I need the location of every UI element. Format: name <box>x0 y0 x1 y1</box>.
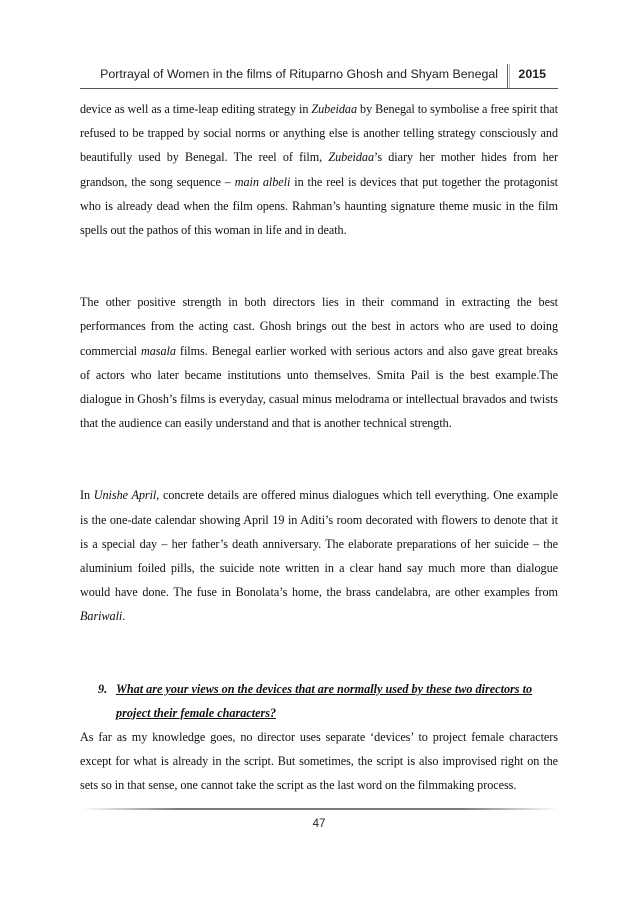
film-title: Zubeidaa <box>311 102 358 116</box>
text-run: In <box>80 488 94 503</box>
text-run: device as well as a time-leap editing strategy in <box>80 102 312 116</box>
song-title: main albeli <box>234 174 291 189</box>
paragraph-4: As far as my knowledge goes, no director uses separate ‘devices’ to project female characters except for what is already in the script. But sometimes, the script is also improvised right on the sets so in that sense, one cannot take the script as the last word on the filmmaking process. <box>80 730 558 793</box>
paragraph-gap <box>80 629 558 653</box>
film-title: Bariwali <box>80 609 123 624</box>
question-line-2: project their female characters? <box>116 705 277 720</box>
footer-rule <box>82 808 558 810</box>
text-run: . <box>122 609 126 624</box>
paragraph-gap <box>80 266 558 290</box>
film-title: Zubeidaa <box>328 150 375 165</box>
film-title: Unishe April <box>93 488 157 503</box>
page-number: 47 <box>312 818 326 830</box>
header-title: Portrayal of Women in the films of Rituparno Ghosh and Shyam Benegal <box>100 67 498 81</box>
question-number: 9. <box>98 681 108 696</box>
emphasis-term: masala <box>141 343 176 358</box>
page-header <box>80 66 558 88</box>
text-run: ’s diary her mother hides from her grandson, the song sequence – <box>80 150 558 189</box>
text-run: The other positive strength in both directors lies in their command in extracting the best performances from the acting cast. Ghosh brings out the best in actors who are used to doing commercial <box>80 295 558 358</box>
text-run: by Benegal to symbolise a free spirit that refused to be trapped by social norms or anything else is another telling strategy consciously and beautifully used by Benegal. The reel of film, <box>80 102 558 165</box>
text-run: , concrete details are offered minus dialogues which tell everything. One example is the one-date calendar showing April 19 in Aditi’s room decorated with flowers to denote that it is a special day – her father’s death anniversary. The elaborate preparations of her suicide – the aluminium foiled pills, the suicide note written in a clear hand say much more than dialogue would have done. The fuse in Bonolata’s home, the brass candelabra, are other examples from <box>80 488 558 600</box>
paragraph-gap <box>80 459 558 483</box>
question-9 <box>98 677 558 725</box>
paragraph-2 <box>80 290 558 435</box>
question-line-1: What are your views on the devices that are normally used by these two directors to <box>116 681 533 696</box>
paragraph-3 <box>80 483 558 628</box>
text-run: in the reel is devices that put together the protagonist who is already dead when the film opens. Rahman’s haunting signature theme music in the film spells out the pathos of this woman in life and in death. <box>80 174 558 238</box>
text-run: films. Benegal earlier worked with serious actors and also gave great breaks of actors who later became institutions unto themselves. Smita Pail is the best example.The dialogue in Ghosh’s films is everyday, casual minus melodrama or intellectual bravados and twists that the audience can easily understand and that is another technical strength. <box>80 343 558 431</box>
paragraph-1 <box>80 97 558 242</box>
body-text <box>80 97 558 798</box>
header-divider <box>507 64 508 88</box>
paragraph-gap <box>80 242 558 266</box>
paragraph-gap <box>80 653 558 677</box>
header-year: 2015 <box>518 67 546 81</box>
header-rule <box>80 88 558 89</box>
paragraph-gap <box>80 435 558 459</box>
